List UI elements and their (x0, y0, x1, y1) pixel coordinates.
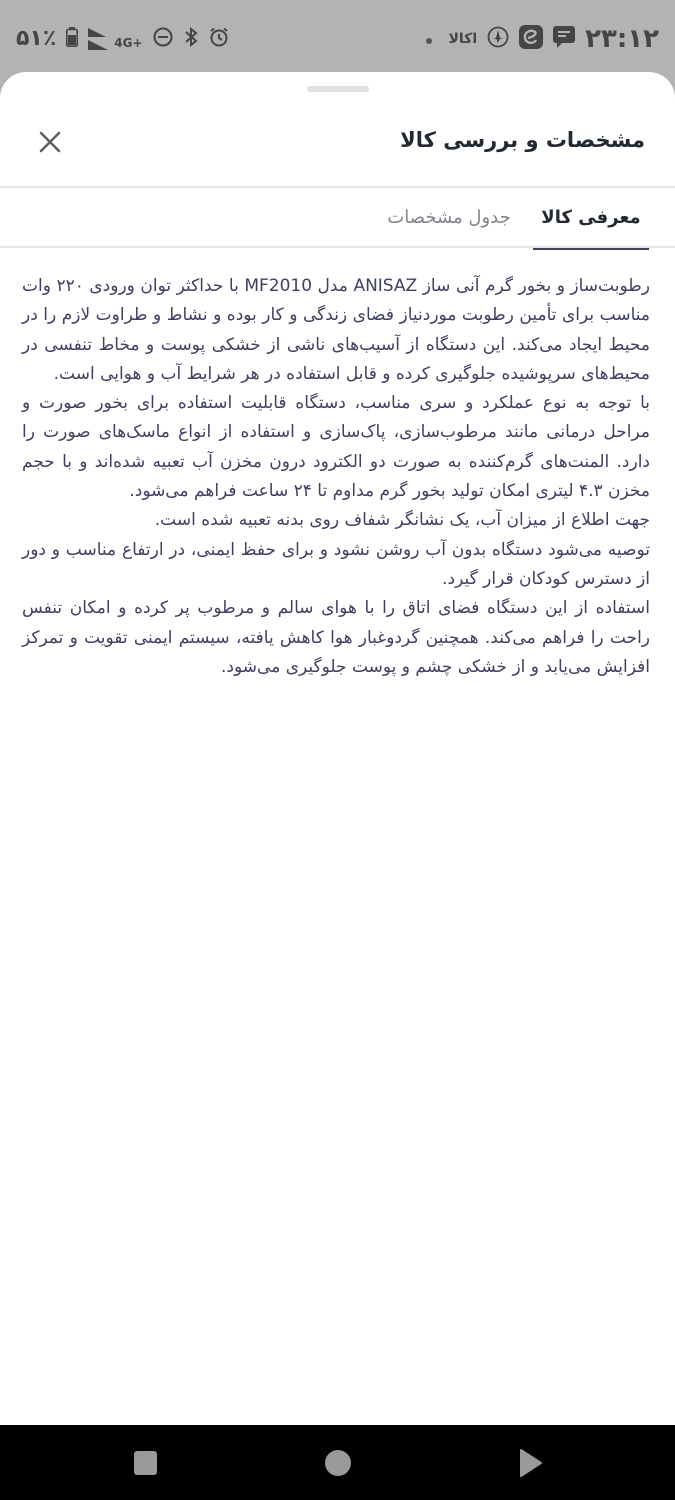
tabs-divider (0, 246, 675, 248)
alarm-icon (209, 27, 229, 51)
close-button[interactable] (36, 128, 64, 156)
description-paragraph: با توجه به نوع عملکرد و سری مناسب، دستگاه قابلیت استفاده برای بخور صورت و مراحل درمانی مانند مرطوب‌سازی، پاک‌سازی و استفاده از انواع ماسک‌های صورت را دارد. المنت‌های گرم‌کننده به صورت دو الکترود درون مخزن آب تعبیه شده‌اند و با حجم مخزن ۴.۳ لیتری امکان تولید بخور گرم مداوم تا ۲۴ ساعت فراهم می‌شود. (22, 393, 650, 502)
tab-bar (0, 188, 675, 248)
status-right (425, 24, 660, 54)
drag-handle[interactable] (307, 86, 369, 92)
system-nav-bar (0, 1425, 675, 1500)
product-details-sheet (0, 72, 675, 1425)
bluetooth-icon (183, 27, 199, 51)
back-icon (517, 1449, 545, 1477)
status-bar (0, 0, 675, 72)
message-icon (553, 25, 575, 53)
battery-icon (66, 27, 78, 51)
description-paragraph: رطوبت‌ساز و بخور گرم آنی ساز ANISAZ مدل MF2010 با حداکثر توان ورودی ۲۲۰ وات مناسب برای تأمین رطوبت موردنیاز فضای زندگی و کار بوده و نشاط و طراوت لازم را در محیط ایجاد می‌کند. این دستگاه از آسیب‌های ناشی از خشکی پوست و مخاط تنفسی در محیط‌های سرپوشیده جلوگیری کرده و قابل استفاده در هر شرایط آب و هوایی است. (22, 276, 650, 384)
network-type: 4G+ (114, 35, 143, 50)
battery-percentage: ۵۱٪ (16, 26, 57, 51)
tab-product-intro[interactable]: معرفی کالا (533, 188, 649, 248)
description-paragraph: توصیه می‌شود دستگاه بدون آب روشن نشود و برای حفظ ایمنی، در ارتفاع مناسب و دور از دسترس کودکان قرار گیرد. (22, 539, 650, 589)
tab-spec-table[interactable]: جدول مشخصات (387, 207, 511, 228)
dot-icon (425, 30, 433, 49)
clock: ۲۳:۱۲ (585, 24, 659, 54)
status-left (16, 26, 229, 51)
home-button[interactable] (324, 1449, 352, 1477)
recent-apps-button[interactable] (132, 1449, 160, 1477)
recent-apps-icon (132, 1449, 160, 1477)
product-description (22, 272, 650, 682)
signal-icon (88, 28, 142, 50)
sheet-header (0, 102, 675, 186)
dnd-icon (153, 27, 173, 51)
description-paragraph: استفاده از این دستگاه فضای اتاق را با هوای سالم و مرطوب پر کرده و امکان تنفس راحت را فراهم می‌کند. همچنین گردوغبار هوا کاهش یافته، سیستم ایمنی تقویت و تمرکز افزایش می‌یابد و از خشکی چشم و پوست جلوگیری می‌شود. (22, 598, 650, 677)
home-icon (324, 1449, 352, 1477)
back-button[interactable] (517, 1449, 545, 1477)
description-paragraph: جهت اطلاع از میزان آب، یک نشانگر شفاف روی بدنه تعبیه شده است. (154, 510, 650, 531)
navigation-icon (487, 26, 509, 52)
sheet-title: مشخصات و بررسی کالا (400, 128, 645, 152)
app-e-icon (519, 25, 543, 53)
app-text-icon: اکالا (448, 31, 478, 47)
close-icon (36, 128, 64, 156)
